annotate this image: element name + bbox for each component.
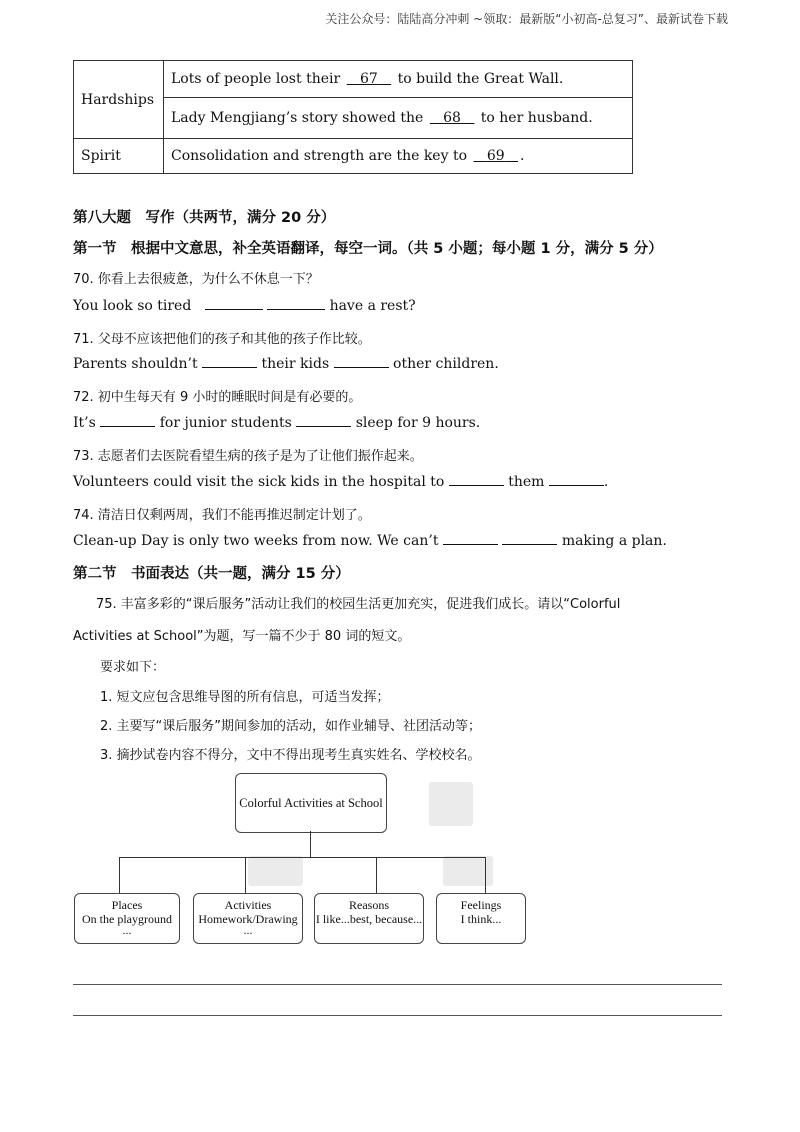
q75-prompt-line1: 75. 丰富多彩的“课后服务”活动让我们的校园生活更加充实，促进我们成长。请以“Colorful bbox=[96, 597, 621, 612]
q75-prompt-line2: Activities at School”为题，写一篇不少于 80 词的短文。 bbox=[73, 629, 411, 644]
requirements-title: 要求如下： bbox=[100, 660, 166, 675]
mindmap-node-feelings: Feelings I think... bbox=[436, 893, 526, 944]
summary-table bbox=[73, 60, 633, 174]
requirement-item: 1. 短文应包含思维导图的所有信息，可适当发挥； bbox=[100, 690, 390, 705]
table-category: Hardships bbox=[74, 61, 164, 139]
writing-line[interactable] bbox=[73, 984, 722, 985]
q70-english: You look so tired have a rest? bbox=[73, 298, 416, 314]
answer-blank[interactable] bbox=[296, 415, 351, 427]
answer-blank-68[interactable]: 68 bbox=[443, 110, 461, 126]
answer-blank-69[interactable]: 69 bbox=[486, 148, 505, 164]
decorative-smudge bbox=[248, 856, 303, 886]
answer-blank[interactable] bbox=[100, 415, 155, 427]
mindmap-node-activities: Activities Homework/Drawing ... bbox=[193, 893, 303, 944]
connector-line bbox=[485, 857, 486, 893]
answer-blank[interactable] bbox=[502, 533, 557, 545]
table-category: Spirit bbox=[74, 139, 164, 174]
answer-blank[interactable] bbox=[334, 356, 389, 368]
table-row bbox=[74, 139, 633, 174]
decorative-smudge bbox=[429, 782, 473, 826]
connector-line bbox=[119, 857, 485, 858]
connector-line bbox=[376, 857, 377, 893]
connector-line bbox=[119, 857, 120, 893]
mindmap-center-node: Colorful Activities at School bbox=[235, 773, 387, 833]
q71-english: Parents shouldn’t their kids other children. bbox=[73, 356, 499, 372]
q72-chinese: 72. 初中生每天有 9 小时的睡眠时间是有必要的。 bbox=[73, 390, 362, 405]
section8-title: 第八大题 写作（共两节，满分 20 分） bbox=[73, 210, 336, 226]
mindmap-node-reasons: Reasons I like...best, because... bbox=[314, 893, 424, 944]
requirement-item: 2. 主要写“课后服务”期间参加的活动，如作业辅导、社团活动等； bbox=[100, 719, 482, 734]
answer-blank[interactable] bbox=[443, 533, 498, 545]
table-cell: Lady Mengjiang’s story showed the 68 to her husband. bbox=[164, 98, 633, 139]
q71-chinese: 71. 父母不应该把他们的孩子和其他的孩子作比较。 bbox=[73, 332, 371, 347]
q74-chinese: 74. 清洁日仅剩两周，我们不能再推迟制定计划了。 bbox=[73, 508, 371, 523]
mind-map bbox=[73, 768, 533, 948]
q70-chinese: 70. 你看上去很疲惫，为什么不休息一下？ bbox=[73, 272, 319, 287]
connector-line bbox=[245, 857, 246, 893]
q74-english: Clean-up Day is only two weeks from now. We can’t making a plan. bbox=[73, 533, 667, 549]
requirement-item: 3. 摘抄试卷内容不得分，文中不得出现考生真实姓名、学校校名。 bbox=[100, 748, 481, 763]
part1-title: 第一节 根据中文意思，补全英语翻译，每空一词。（共 5 小题；每小题 1 分，满分 5 分） bbox=[73, 241, 663, 257]
table-cell: Lots of people lost their 67 to build the Great Wall. bbox=[164, 61, 633, 98]
q72-english: It’s for junior students sleep for 9 hours. bbox=[73, 415, 481, 431]
answer-blank[interactable] bbox=[205, 298, 263, 310]
q73-english: Volunteers could visit the sick kids in the hospital to them . bbox=[73, 474, 609, 490]
answer-blank[interactable] bbox=[267, 298, 325, 310]
answer-blank[interactable] bbox=[202, 356, 257, 368]
answer-blank[interactable] bbox=[449, 474, 504, 486]
table-row bbox=[74, 61, 633, 98]
answer-blank-67[interactable]: 67 bbox=[359, 71, 378, 87]
writing-line[interactable] bbox=[73, 1015, 722, 1016]
connector-line bbox=[310, 831, 311, 857]
table-cell: Consolidation and strength are the key to 69 . bbox=[164, 139, 633, 174]
q73-chinese: 73. 志愿者们去医院看望生病的孩子是为了让他们振作起来。 bbox=[73, 449, 423, 464]
mindmap-node-places: Places On the playground ... bbox=[74, 893, 180, 944]
part2-title: 第二节 书面表达（共一题，满分 15 分） bbox=[73, 566, 350, 582]
header-note: 关注公众号：陆陆高分冲刺 ~领取：最新版“小初高-总复习”、最新试卷下载 bbox=[325, 12, 728, 26]
answer-blank[interactable] bbox=[549, 474, 604, 486]
